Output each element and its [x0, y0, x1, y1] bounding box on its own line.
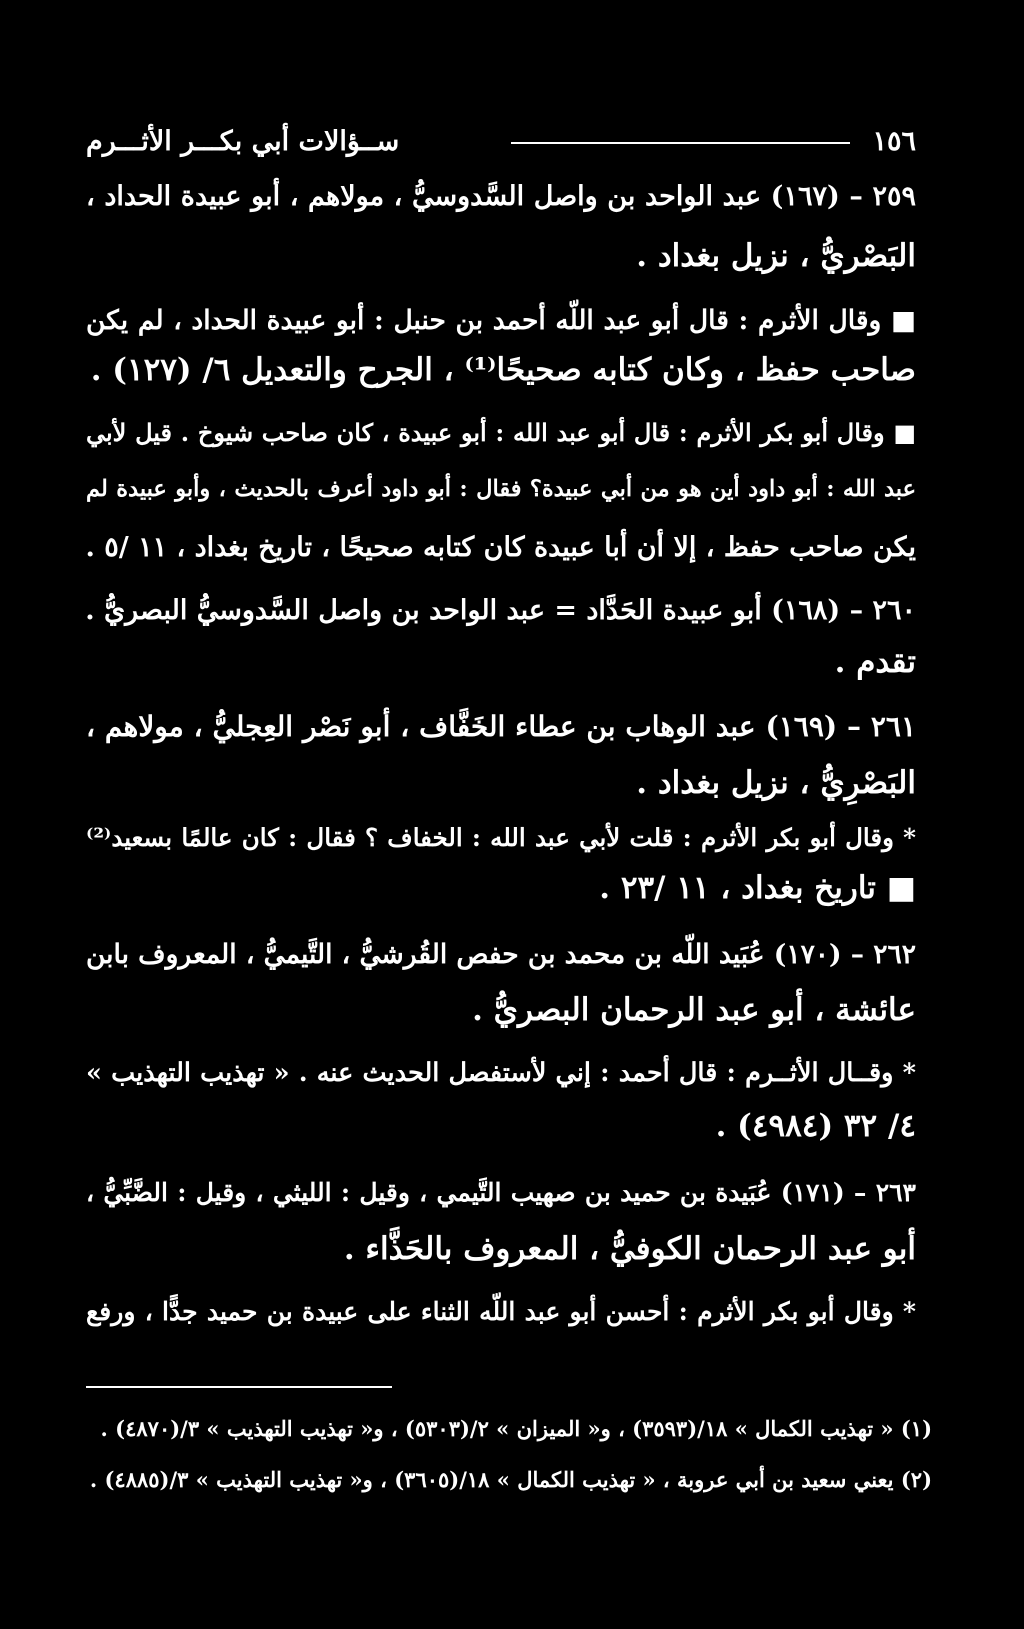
- entry-262-quote-line-1: * وقــال الأثــرم : قال أحمد : إني لأستفصل الحديث عنه . « تهذيب التهذيب »: [86, 1058, 916, 1088]
- entry-260-line-1: ٢٦٠ – (١٦٨) أبو عبيدة الحَدَّاد = عبد الواحد بن واصل السَّدوسيُّ البصريُّ .: [85, 595, 916, 626]
- footnote-2: (٢) يعني سعيد بن أبي عروبة ، « تهذيب الكمال » ١٨/(٣٦٠٥) ، و« تهذيب التهذيب » ٣/(٤٨٨٥) .: [89, 1467, 932, 1492]
- entry-262-quote-line-2: ٤/ ٣٢ (٤٩٨٤) .: [715, 1108, 916, 1144]
- entry-260-line-2: تقدم .: [834, 644, 916, 680]
- entry-262-line-2: عائشة ، أبو عبد الرحمان البصريُّ .: [472, 992, 916, 1028]
- entry-262-line-1: ٢٦٢ – (١٧٠) عُبَيد اللّه بن محمد بن حفص القُرشيُّ ، التَّيميُّ ، المعروف بابن: [85, 939, 916, 970]
- entry-259-quote2-line-3: يكن صاحب حفظ ، إلا أن أبا عبيدة كان كتابه صحيحًا ، تاريخ بغداد ، ١١ /٥ .: [85, 532, 916, 563]
- entry-261-line-2: البَصْرِيُّ ، نزيل بغداد .: [636, 765, 916, 801]
- entry-263-quote-line-1: * وقال أبو بكر الأثرم : أحسن أبو عبد اللّه الثناء على عبيدة بن حميد جدًّا ، ورفع: [86, 1297, 916, 1326]
- header-rule: [511, 142, 850, 144]
- entry-261-line-1: ٢٦١ – (١٦٩) عبد الوهاب بن عطاء الخَفَّاف ، أبو نَصْر العِجليُّ ، مولاهم ،: [86, 710, 916, 743]
- running-header: [86, 122, 916, 162]
- entry-259-line-1: ٢٥٩ – (١٦٧) عبد الواحد بن واصل السَّدوسيُّ ، مولاهم ، أبو عبيدة الحداد ،: [86, 181, 916, 212]
- entry-263-line-1: ٢٦٣ – (١٧١) عُبَيدة بن حميد بن صهيب التَّيمي ، وقيل : الليثي ، وقيل : الضَّبِّيُّ ،: [86, 1178, 916, 1207]
- entry-259-line-2: البَصْريُّ ، نزيل بغداد .: [636, 238, 916, 274]
- entry-259-quote2-line-2: عبد الله : أبو داود أين هو من أبي عبيدة؟ فقال : أبو داود أعرف بالحديث ، وأبو عبيدة لم: [86, 476, 916, 502]
- footnote-1: (١) « تهذيب الكمال » ١٨/(٣٥٩٣) ، و« الميزان » ٢/(٥٣٠٣) ، و« تهذيب التهذيب » ٣/(٤٨٧٠) .: [100, 1416, 932, 1441]
- running-title: ســؤالات أبي بكـــر الأثـــرم: [86, 126, 400, 157]
- entry-259-quote-line-1: ■ وقال الأثرم : قال أبو عبد اللّه أحمد بن حنبل : أبو عبيدة الحداد ، لم يكن: [86, 305, 916, 336]
- footnote-separator: [86, 1386, 392, 1388]
- entry-261-quote-line-1: * وقال أبو بكر الأثرم : قلت لأبي عبد الله : الخفاف ؟ فقال : كان عالمًا بسعيد⁽²⁾: [86, 823, 916, 852]
- entry-261-quote-line-2: ■ تاريخ بغداد ، ١١ /٢٣ .: [599, 870, 916, 906]
- entry-259-quote-line-2: صاحب حفظ ، وكان كتابه صحيحًا⁽¹⁾ ، الجرح والتعديل ٦/ (١٢٧) .: [90, 352, 916, 388]
- page-number: ١٥٦: [872, 126, 916, 157]
- entry-259-quote2-line-1: ■ وقال أبو بكر الأثرم : قال أبو عبد الله : أبو عبيدة ، كان صاحب شيوخ . قيل لأبي: [86, 418, 916, 447]
- entry-263-line-2: أبو عبد الرحمان الكوفيُّ ، المعروف بالحَذَّاء .: [343, 1231, 916, 1267]
